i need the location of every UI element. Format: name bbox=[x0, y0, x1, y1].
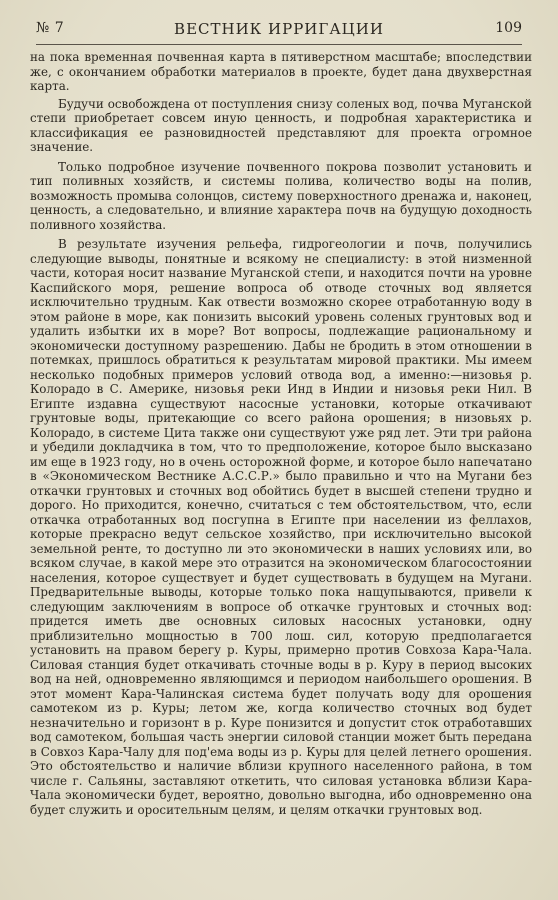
paragraph: на пока временная почвенная карта в пятиверстном масштабе; впоследствии же, с окончанием обработки материалов в проекте, будет дана двухверстная карта. bbox=[30, 50, 532, 93]
paragraph: В результате изучения рельефа, гидрогеологии и почв, получились следующие выводы, понятные и всякому не специалисту: в этой низменной части, которая носит название Муганской степи, и находится почти на уровне Каспийского моря, решение вопроса об отводе сточных вод является исключительно трудным. Как отвести возможно скорее отработанную воду в этом районе в море, как понизить высокий уровень соленых грунтовых вод и удалить избытки их в море? Вот вопросы, подлежащие рациональному и экономически доступному разрешению. Дабы не бродить в этом отношении в потемках, пришлось обратиться к результатам мировой практики. Мы имеем несколько подобных примеров условий отвода вод, а именно:—низовья р. Колорадо в С. Америке, низовья реки Инд в Индии и низовья реки Нил. В Египте издавна существуют насосные установки, которые откачивают грунтовые воды, притекающие со всего района орошения; в низовьях р. Колорадо, в системе Цита также они существуют уже ряд лет. Эти три района и убедили докладчика в том, что то предположение, которое было высказано им еще в 1923 году, но в очень осторожной форме, и которое было напечатано в «Экономическом Вестнике А.С.С.Р.» было правильно и что на Мугани без откачки грунтовых и сточных вод обойтись будет в высшей степени трудно и дорого. Но приходится, конечно, считаться с тем обстоятельством, что, если откачка отработанных вод посгупна в Египте при населении из феллахов, которые прекрасно ведут сельское хозяйство, при исключительно высокой земельной ренте, то доступно ли это экономически в наших условиях или, во всяком случае, в какой мере это отразится на экономическом благосостоянии населения, которое существует и будет существовать в будущем на Мугани. Предварительные выводы, которые только пока нащупываются, привели к следующим заключениям в вопросе об откачке грунтовых и сточных вод: придется иметь две основных силовых насосных установки, одну приблизительно мощностью в 700 лош. сил, которую предполагается установить на правом берегу р. Куры, примерно против Совхоза Кара-Чала. Силовая станция будет откачивать сточные воды в р. Куру в период высоких вод на ней, одновременно являющимся и периодом наибольшего орошения. В этот момент Кара-Чалинская система будет получать воду для орошения самотеком из р. Куры; летом же, когда количество сточных вод будет незначительно и горизонт в р. Куре понизится и допустит сток отработавших вод самотеком, большая часть энергии силовой станции может быть передана в Совхоз Кара-Чалу для под'ема воды из р. Куры для целей летнего орошения. Это обстоятельство и наличие вблизи крупного населенного района, в том числе г. Сальяны, заставляют откетить, что силовая установка вблизи Кара-Чала экономически будет, вероятно, довольно выгодна, ибо одновременно она будет служить и оросительным целям, и целям откачки грунтовых вод. bbox=[30, 237, 532, 817]
paragraph: Будучи освобождена от поступления снизу соленых вод, почва Муганской степи приобретает совсем иную ценность, и подробная характеристика и классификация ее разновидностей представляют для проекта огромное значение. bbox=[30, 96, 532, 154]
page-number: 109 bbox=[495, 20, 522, 36]
paragraph: Только подробное изучение почвенного покрова позволит установить и тип поливных хозяйств, и системы полива, количество воды на полив, возможность промыва солонцов, систему поверхностного дренажа и, наконец, ценность, а следовательно, и влияние характера почв на будущую доходность поливного хозяйства. bbox=[30, 159, 532, 232]
journal-title: ВЕСТНИК ИРРИГАЦИИ bbox=[174, 20, 384, 38]
issue-number: № 7 bbox=[36, 20, 65, 36]
running-header bbox=[36, 18, 522, 45]
article-body bbox=[30, 50, 532, 894]
